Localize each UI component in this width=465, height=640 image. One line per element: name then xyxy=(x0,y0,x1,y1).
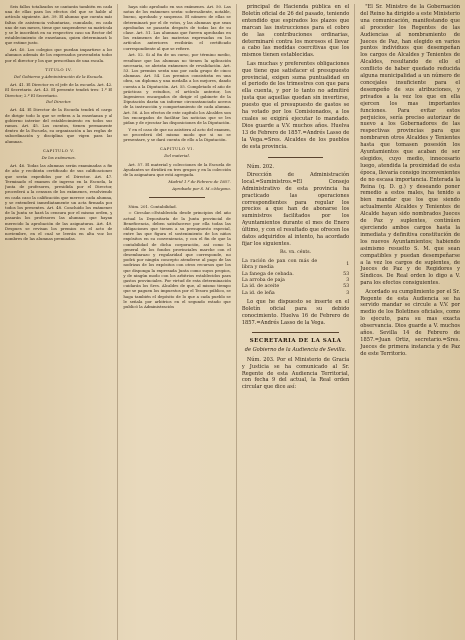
price-item: La ración de pan con más de libra y media xyxy=(241,258,318,271)
price-value: 1 xyxy=(346,262,350,268)
paragraph: Art. 41. El Director es el jefe de la escuela. Art. 42. El Secretario. Art. 43. El presente tendrá tres: 1.º El Director; 2.º El Secretario. xyxy=(5,82,113,98)
column-divider xyxy=(236,4,237,640)
chapter-subheading: De los exámenes. xyxy=(41,155,76,161)
divider-rule xyxy=(149,197,204,198)
section-subheading: de Gobierno de la Audiencia de Sevilla. xyxy=(244,346,347,353)
section-heading: TITULO IV. xyxy=(45,66,73,72)
paragraph: Art. 40. Los colegios que puedan impartirse a los alumnos además de los expresados provendrán todos por el director y los que prescriban de una escala. xyxy=(5,47,113,63)
price-item: La arroba de paja xyxy=(241,278,285,284)
paragraph: Seis fallos totalizados se cantarán también en cada una de ellas para los efectos del que se hable al artículo siguiente. Art. 39. El alumno que cuenta más faltas de asistencia voluntarias, cumulado, en cada uno de sus meses, tiene que suspenderse su matrícula y se le inscribirá en su respectivo caso un Rector del establecimiento de enseñanza, quien determinará lo que estime justo. xyxy=(5,4,113,46)
price-row xyxy=(242,291,349,297)
price-item: La id. de aceite xyxy=(241,284,280,290)
chapter-heading: CAPITULO V. xyxy=(42,147,75,153)
paragraph: Lo que he dispuesto se inserte en el Boletín oficial para su debido conocimiento. Huelva 16 de Febrero de 1857.=Andrés Lasso de la Vega. xyxy=(241,299,350,326)
chapter-subheading: Del material. xyxy=(164,153,190,159)
column-divider xyxy=(354,4,355,640)
paragraph: Art. 52. Si al fin de un curso, por término medio, resultase que las alumnas no tienen la aplicación necesaria, se abrirán exámenes de revalidación. Art. 53. Los premios serán uno por cada grupo de cinco alumnas. Art. 54. Los premios consistirán en una obra, un diploma y una medalla a los mejores, dando cuenta a la Diputación. Art. 55. Completado el año de prácticas y estudios, el artículo anterior, los Ingenieros encargados de dirigir el gabinete de la Diputación darán un informe circunstanciado acerca de la instrucción y comportamiento de cada alumna. Art. 56. A los efectos de este capítulo los Alcaldes son los encargados de facilitar las noticias que se les pidan y de ejecutar las disposiciones de la Diputación. xyxy=(123,52,231,125)
column-1 xyxy=(5,4,112,640)
section-subheading: Del Gobierno y Administración de la Escuela. xyxy=(13,73,104,79)
column-4 xyxy=(360,4,460,640)
paragraph: Las muchas y preferentes obligaciones que tiene que satisfacer el presupuesto provincial, exigen suma puntualidad en el periodo de los trimestres con que para ella cuenta, y por lo tanto no admitiré justa que aquellas quedan sin invertirse, puesto que el presupuesto de gastos se ha votado por los Comisionados, a los cuales se exigirá ejecutar lo mandado. Dios guarde a V.V. muchos años. Huelva 13 de Febrero de 1857.=Andrés Lasso de la Vega.=Sres. Alcaldes de los pueblos de esta provincia. xyxy=(241,60,350,150)
paragraph: = Circular.=Establecida desde principios del año actual la Depositaría de la Junta provincial de Beneficencia, deben satisfacerse por ella todas las obligaciones que tienen a su presupuesto especial, entre las que figura el sostenimiento de los niños expósitos en su conveniencia, y con el fin de que la contabilidad de dicha corporación, así como la general de los fondos provinciales marche con el desembarazo y regularidad que corresponde, no podrá por ningún concepto atenderse al pago de las nodrizas de los expósitos con otros recursos que los que disponga la expresada Junta como suyos propios, y de ningún modo con los arbitrios establecidos para gastos provinciales. Por virtud de esta determinación cuidarán los Sres. Alcaldes de que, al mismo tiempo que se paguen los impuestos por el Tesoro público, se haga también el depósito de lo que a cada pueblo se le señala por arbitrios en el segundo estado que publicó la Administración xyxy=(123,210,231,310)
divider-rule xyxy=(252,332,339,333)
paragraph: Art. 44. El Director de la Escuela tendrá el cargo de dirigir todo lo que se refiera a la enseñanza y al gobierno interior del establecimiento en todos sus ramos. Art. 45. Los cuentos, tienen permanente dentro de la Escuela, su organización a las reglas de subordinación y disciplina que vigen para las alumnas. xyxy=(5,107,113,144)
paragraph: Núm. 203. Por el Ministerio de Gracia y Justicia se ha comunicado al Sr. Regente de esta Audiencia Territorial, con fecha 9 del actual, la Real orden circular que dice así: xyxy=(241,356,350,391)
price-item: La id. de leña xyxy=(241,290,275,296)
section-subheading: Del Director. xyxy=(46,99,72,105)
price-row xyxy=(242,259,349,272)
notice-heading: Núm. 202. xyxy=(246,163,274,170)
price-units-label: Rs. vn. cénts. xyxy=(279,249,312,255)
price-table xyxy=(242,259,349,297)
paragraph: principal de Hacienda pública en el Boletín oficial de 26 del pasado, teniendo entendido que espirados los plazos que marcan las instrucciones para el cobro de las contribuciones ordinarias, determinaré contra los morosos el llevar a cabo las medidas coercitivas que los mismos tienen establecidas. xyxy=(241,4,350,59)
price-value: 3 xyxy=(346,290,350,296)
column-2 xyxy=(123,4,230,640)
date-line: Madrid 1.º de Febrero de 1857. xyxy=(168,178,231,184)
notice-heading: Núm. 201. Contabilidad. xyxy=(128,203,177,209)
paragraph: Y en el caso de que no asistiera al acto del examen, se procederá del mismo modo que si no se presentare, y se dará cuenta de ello a la Diputación. xyxy=(123,126,231,143)
paragraph: "El Sr. Ministro de la Gobernación del Reino ha dirigido a este Ministerio una comunicación, manifestando que al proceder los Regentes de las Audiencias al nombramiento de Jueces de Paz, han elegido en varios puntos individuos que desempeñan los cargos de Alcaldes y Tenientes de Alcaldes, resultando de ello el conflicto de haber quedado reducida alguna municipalidad a un número de concejales insuficiente para el desempeño de sus atribuciones, y privados a la vez los que en ella ejercen los mas importantes funciones. Para evitar estos perjuicios, sería preciso autorizar de nuevo a los Gobernadores de las respectivas provincias para que nombraren otros Alcaldes y Tenientes hasta que tomasen posesión los Ayuntamientos que acaban de ser elegidos, cuyo medio, innecesario luego, atendida la proximidad de esta época, llevaría consigo inconvenientes de no escasa importancia. Enterada la Reina (q. D. g.) y deseando poner remedio a estos males, ha tenido a bien mandar que los que siendo actualmente Alcaldes y Tenientes de Alcalde hayan sido nombrados Jueces de Paz y suplentes, continúen ejerciendo ambos cargos hasta la inmediata y definitiva constitución de los nuevos Ayuntamientos; habiendo asimismo resuelto S. M. que sean compatibles y puedan desempeñarse a la vez los cargos de suplentes, de Jueces de Paz y de Regidores y Síndicos. De Real orden lo digo a V. para los efectos consiguientes. xyxy=(360,4,460,287)
paragraph: Art. 57. El material y colecciones de la Escuela de Ayudantes se dividirá en tres grupos y en la colección de la asignatura que está agregada. xyxy=(123,161,231,178)
price-value: 53 xyxy=(343,271,350,277)
price-value: 3 xyxy=(346,278,350,284)
price-item: La fanega de cebada. xyxy=(241,271,294,277)
signature-line: Aprobado por S. M.=Moyano. xyxy=(172,185,231,191)
chapter-heading: CAPITULO VI. xyxy=(159,146,195,152)
column-divider xyxy=(117,4,118,640)
paragraph: Art. 46. Todas las alumnas serán examinadas a fin de año y recibirán certificado de sus calificaciones que serán expedidos por el Director. Art. 47. Terminado el examen de ingreso en la Escuela, la Junta de profesores, presidida por el Director, procederá a la censura de los exámenes, resolviendo en cada caso la calificación que merece cada alumna, y se extenderá inmediatamente un acta firmada por todos los presentes. Art. 48. Concluido los exámenes de la Junta se hará la censura por el mismo orden, y pasarán los profesores las alumnas que hayan merecido la aprobación de las asignaturas. Art. 49. Despues se revisan los premios en el acto de noviembre, en el cual se leerán en alta voz los nombres de las alumnas premiadas. xyxy=(5,163,113,242)
paragraph: Dirección de Administración local.=Suministros.=El Consejo Administrativo de esta provincia ha practicado las operaciones correspondientes para regular los precios a que han de abonarse los suministros facilitados por los Ayuntamientos durante el mes de Enero último, y con el resultado que ofrecen los datos adquiridos al intento, ha acordado fijar los siguientes. xyxy=(241,171,350,247)
paragraph: haya sido aprobado en sus exámenes. Art. 50. Las notas de los exámenes serán: sobresaliente, notable, bueno, aprobado y suspenso. El número de ellas se determinará por el de votos, y las alumnas que sean aprobadas se pasarán después de todas las de su clase. Art. 51. Las alumnas que fueren aprobadas en los exámenes de las materias expresadas en los artículos anteriores recibirán el certificado correspondiente al que se refiere. xyxy=(123,4,231,51)
section-heading: SECRETARIA DE LA SALA xyxy=(249,337,342,344)
column-3 xyxy=(242,4,349,640)
paragraph: Acordado su cumplimiento por el Sr. Regente de esta Audiencia se ha servido mandar se circule a V.V. por medio de los Boletines oficiales, como lo ejecuto, para su mas exacta observancia. Dios guarde a V. muchos años. Sevilla 14 de Febrero de 1857.=Juan Ortiz, secretario.=Sres. Jueces de primera instancia y de Paz de este Territorio. xyxy=(360,288,460,357)
divider-rule xyxy=(268,157,323,158)
price-value: 53 xyxy=(343,284,350,290)
